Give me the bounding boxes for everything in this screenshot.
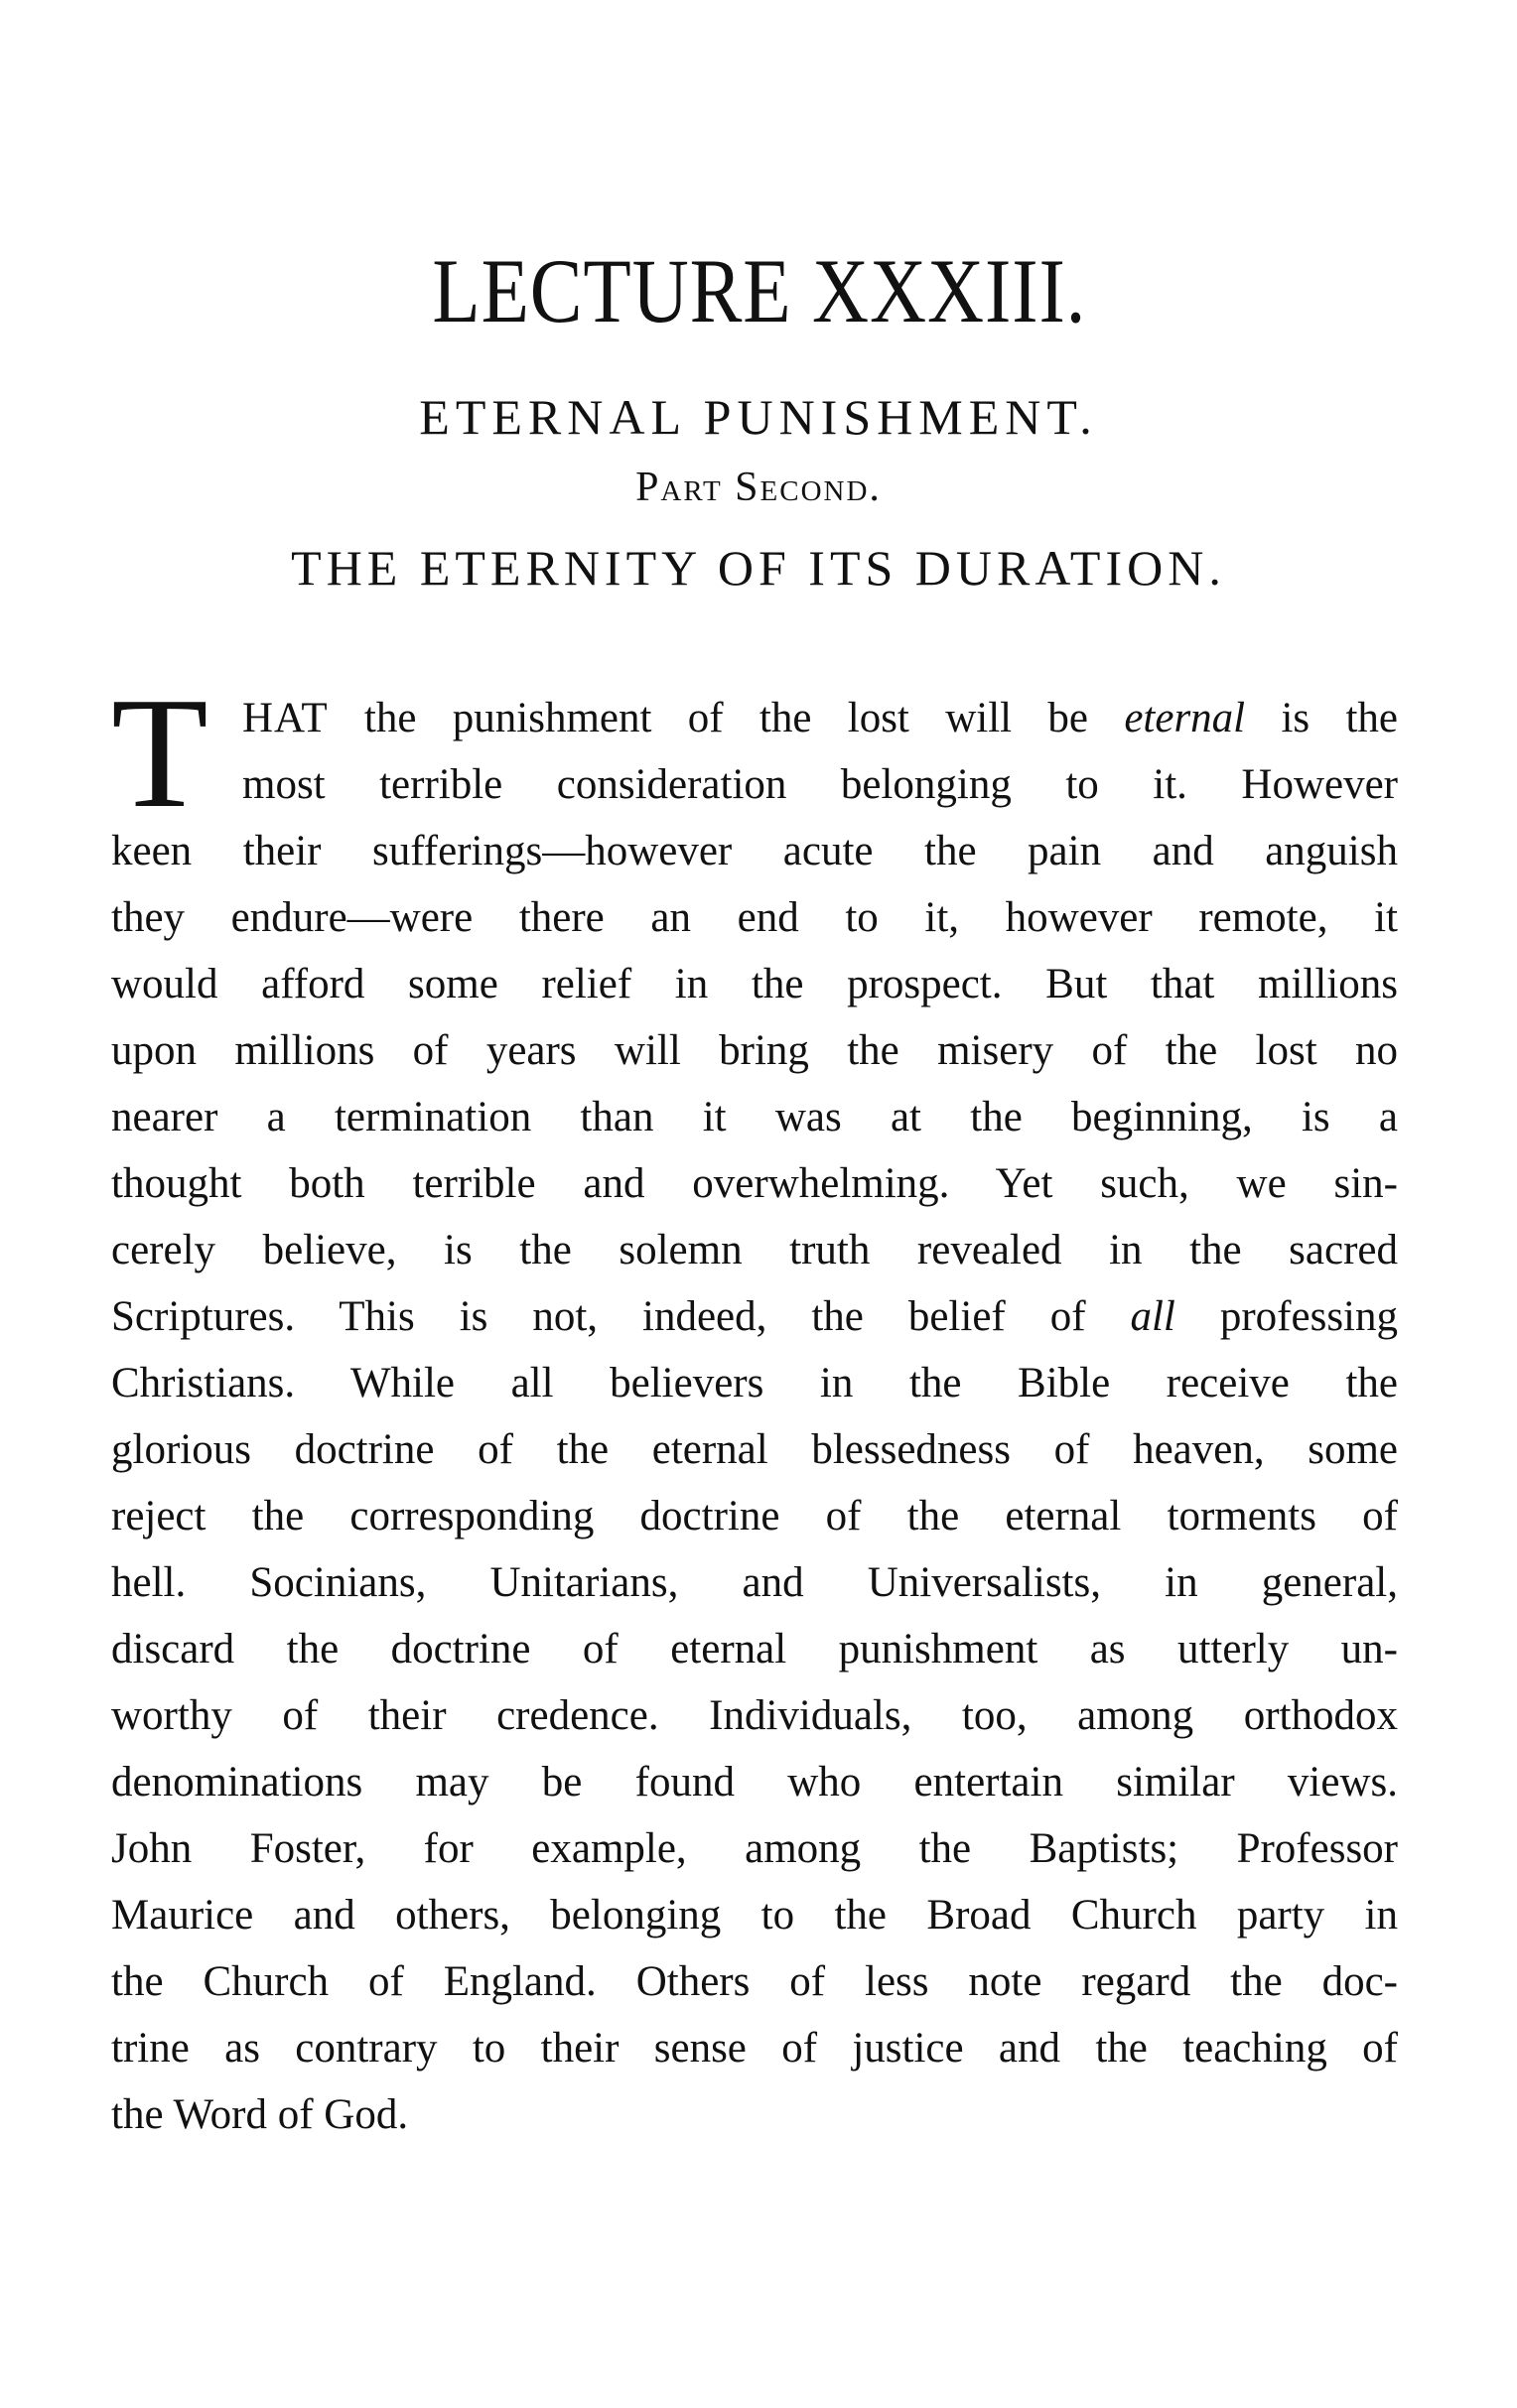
emphasis: eternal bbox=[1124, 695, 1246, 741]
text-line: keen their sufferings—however acute the pain and anguish bbox=[111, 828, 1398, 874]
lead-caps: HAT bbox=[242, 695, 329, 741]
text-line: they endure—were there an end to it, however remote, it bbox=[111, 894, 1398, 941]
text-line: worthy of their credence. Individuals, too, among orthodox bbox=[111, 1692, 1398, 1739]
text-line: the Church of England. Others of less note regard the doc- bbox=[111, 1958, 1398, 2005]
line-text: is the bbox=[1245, 695, 1398, 741]
text-line: would afford some relief in the prospect. But that millions bbox=[111, 961, 1398, 1007]
body-paragraph bbox=[111, 664, 1398, 2148]
text-line: thought both terrible and overwhelming. Yet such, we sin- bbox=[111, 1160, 1398, 1207]
lecture-title: LECTURE XXXIII. bbox=[432, 240, 1087, 341]
text-line: cerely believe, is the solemn truth revealed in the sacred bbox=[111, 1227, 1398, 1273]
text-line: glorious doctrine of the eternal blessedness of heaven, some bbox=[111, 1426, 1398, 1473]
text-line: Maurice and others, belonging to the Broad Church party in bbox=[111, 1892, 1398, 1939]
lecture-part: Part Second. bbox=[635, 465, 882, 510]
text-line: trine as contrary to their sense of justice and the teaching of bbox=[111, 2025, 1398, 2072]
lecture-subject: ETERNAL PUNISHMENT. bbox=[419, 389, 1098, 445]
text-line: John Foster, for example, among the Baptists; Professor bbox=[111, 1825, 1398, 1872]
line-text: professing bbox=[1174, 1293, 1398, 1340]
text-line: hell. Socinians, Unitarians, and Universalists, in general, bbox=[111, 1559, 1398, 1606]
text-line bbox=[111, 1283, 1398, 1350]
line-text: Scriptures. This is not, indeed, the belief of bbox=[111, 1293, 1131, 1340]
line-text: the punishment of the lost will be bbox=[328, 695, 1125, 741]
text-line: discard the doctrine of eternal punishment as utterly un- bbox=[111, 1626, 1398, 1672]
text-line bbox=[242, 685, 1398, 751]
text-line: most terrible consideration belonging to it. However bbox=[242, 761, 1398, 808]
emphasis: all bbox=[1130, 1293, 1175, 1340]
text-line: reject the corresponding doctrine of the eternal torments of bbox=[111, 1493, 1398, 1539]
section-title: THE ETERNITY OF ITS DURATION. bbox=[291, 540, 1226, 596]
drop-cap: T bbox=[111, 664, 208, 841]
text-line: nearer a termination than it was at the beginning, is a bbox=[111, 1094, 1398, 1140]
text-line: Christians. While all believers in the Bible receive the bbox=[111, 1360, 1398, 1406]
text-line: denominations may be found who entertain similar views. bbox=[111, 1759, 1398, 1806]
text-line: upon millions of years will bring the misery of the lost no bbox=[111, 1027, 1398, 1074]
text-line: the Word of God. bbox=[111, 2091, 409, 2138]
